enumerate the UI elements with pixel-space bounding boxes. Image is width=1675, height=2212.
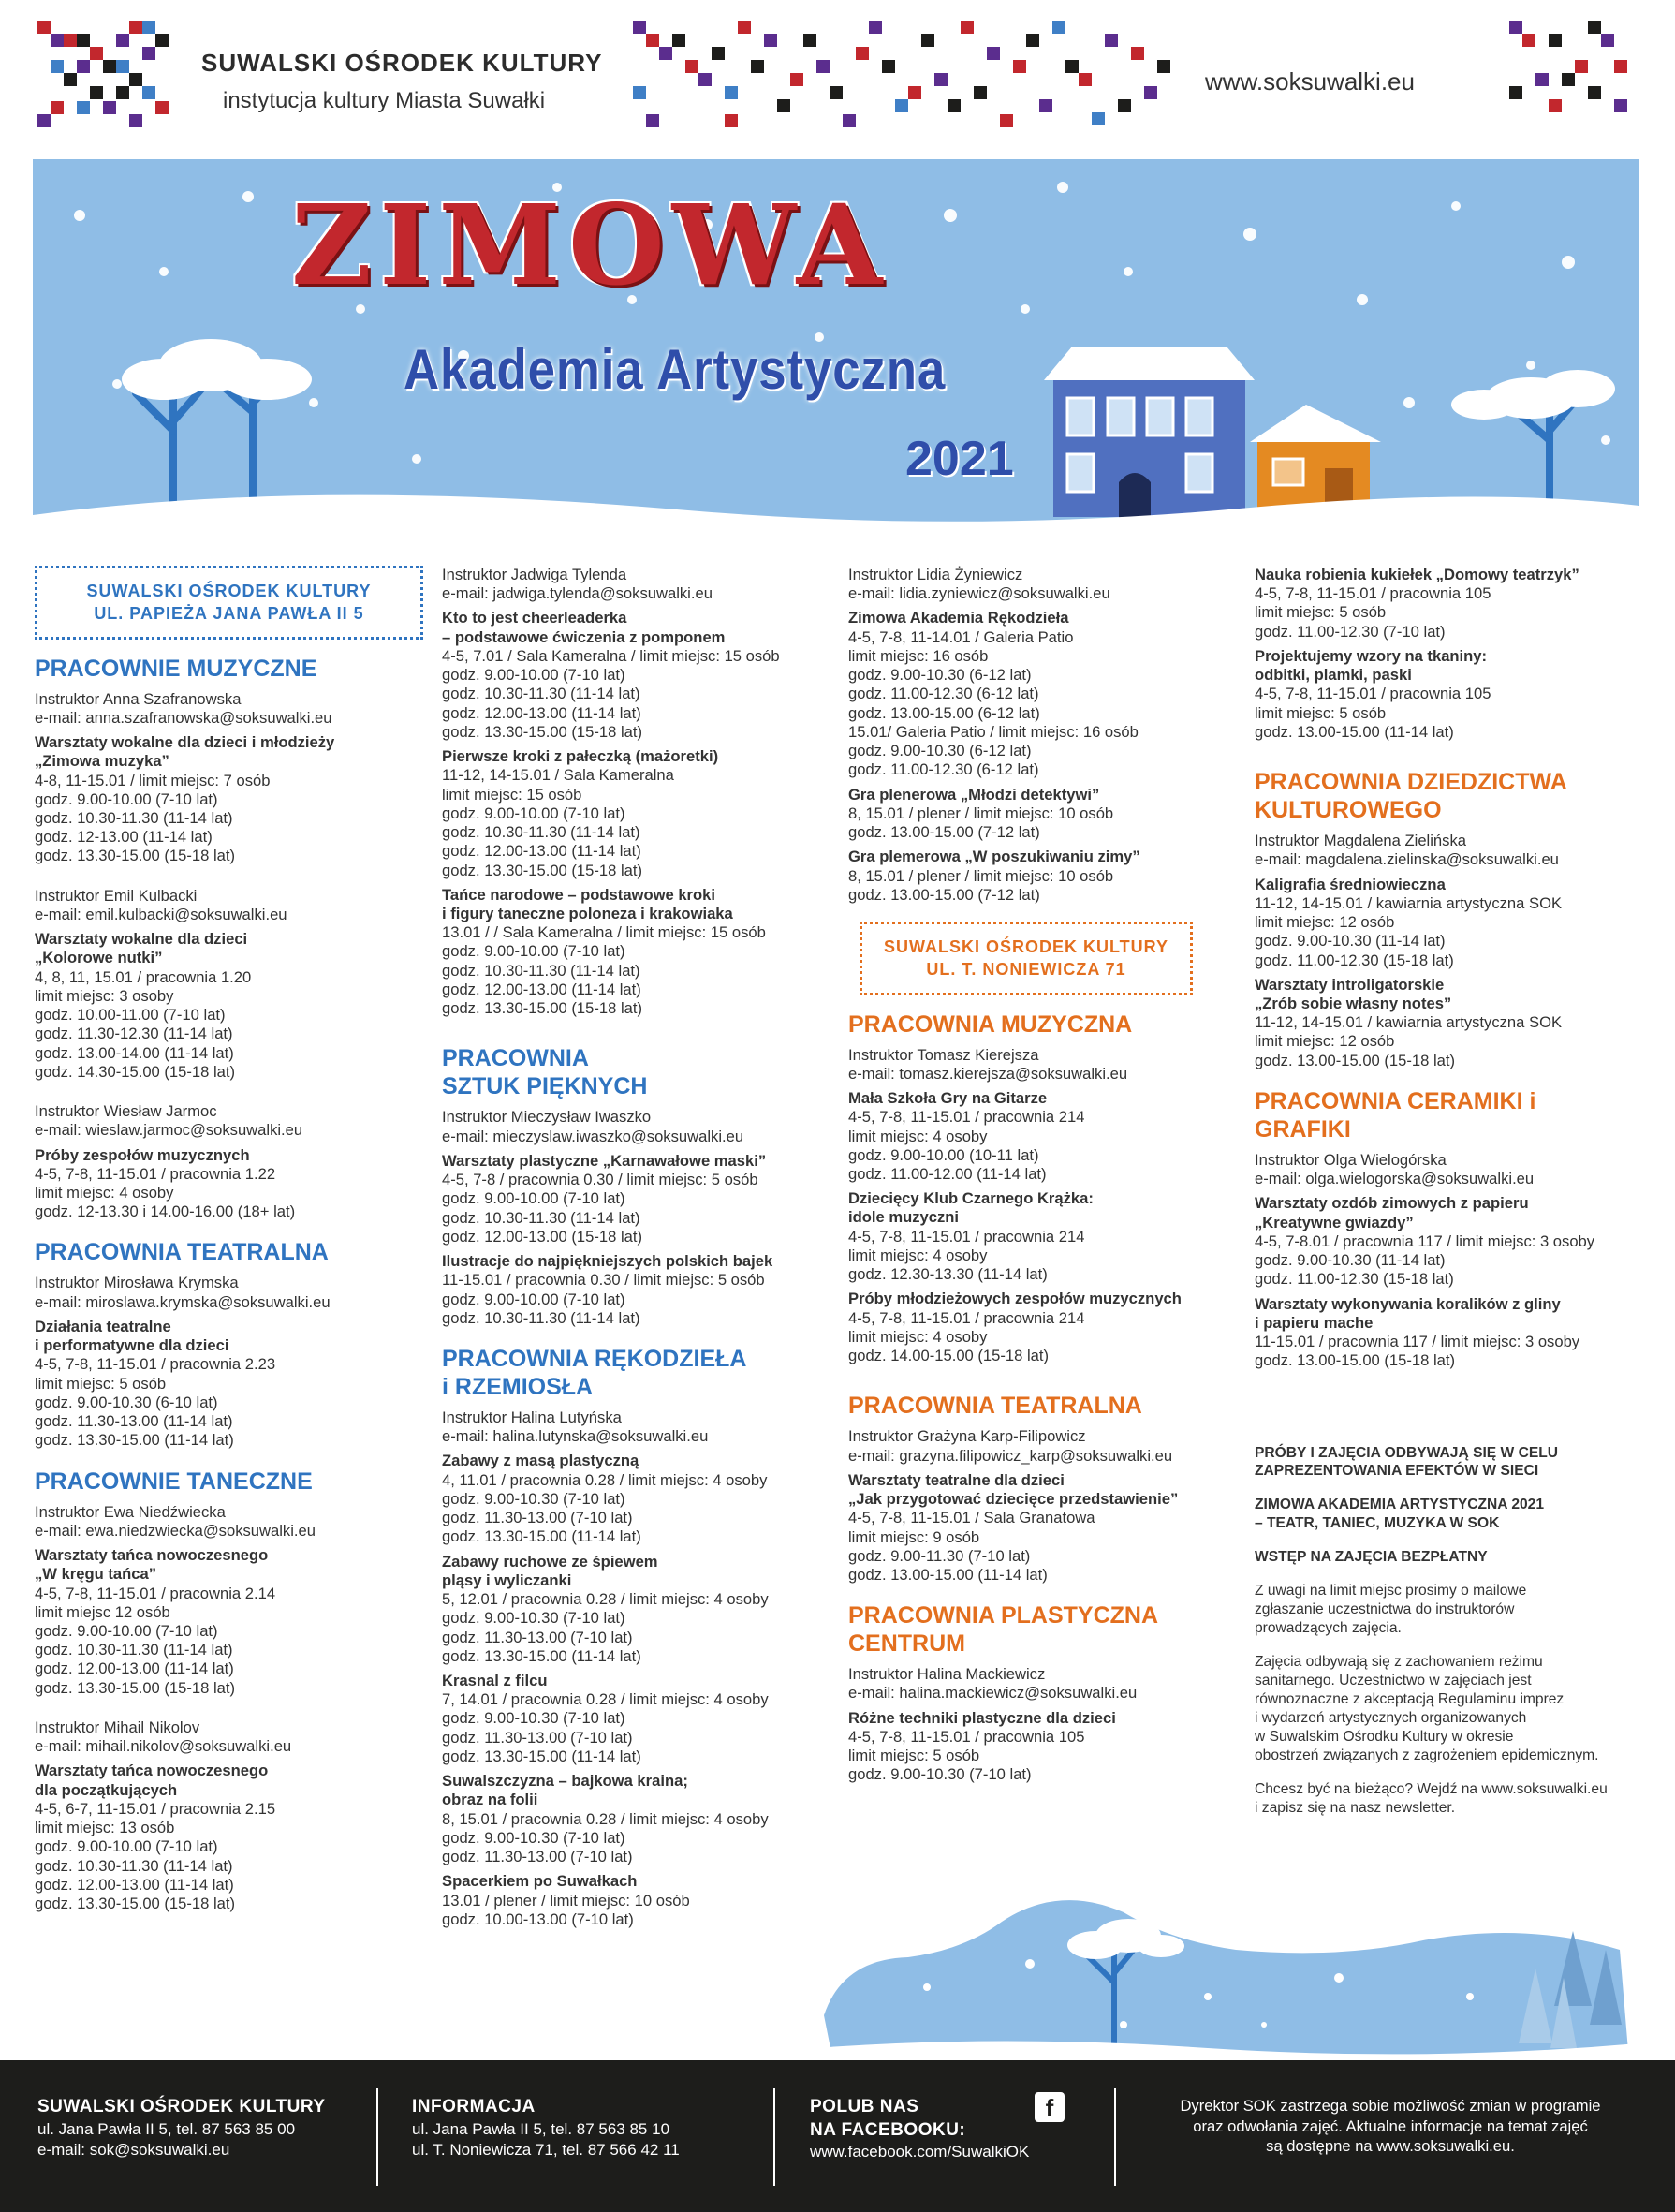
instructor-name: Instruktor Tomasz Kierejsza — [848, 1045, 1039, 1064]
section-heading: PRACOWNIA TEATRALNA — [848, 1393, 1142, 1420]
instructor — [35, 1274, 423, 1311]
instructor-name: Instruktor Mirosława Krymska — [35, 1274, 239, 1292]
workshop-title: Kaligrafia średniowieczna — [1255, 875, 1446, 893]
instructor-email[interactable]: e-mail: magdalena.zielinska@soksuwalki.eu — [1255, 850, 1559, 869]
instructor — [848, 1665, 1230, 1703]
info-block — [1255, 1444, 1638, 1818]
workshop-details: 7, 14.01 / pracownia 0.28 / limit miejsc: 4 osoby godz. 9.00-10.30 (7-10 lat) godz. 11.30-13.00 (7-10 lat) godz. 13.30-15.00 (11-14 lat) — [442, 1690, 769, 1765]
location-address: UL. PAPIEŻA JANA PAWŁA II 5 — [94, 604, 364, 624]
instructor-name: Instruktor Wiesław Jarmoc — [35, 1102, 217, 1121]
instructor-email[interactable]: e-mail: halina.lutynska@soksuwalki.eu — [442, 1427, 709, 1446]
instructor-email[interactable]: e-mail: miroslawa.krymska@soksuwalki.eu — [35, 1292, 331, 1311]
workshop-details: 11-12, 14-15.01 / Sala Kameralna limit miejsc: 15 osób godz. 9.00-10.00 (7-10 lat) godz. 10.30-11.30 (11-14 lat) godz. 12.00-13.00 (11-14 lat) godz. 13.30-15.00 (15-18 lat) — [442, 766, 674, 879]
org-subtitle: instytucja kultury Miasta Suwałki — [223, 88, 546, 113]
workshop-title: Zimowa Akademia Rękodzieła — [848, 609, 1069, 627]
column-2 — [442, 566, 826, 1929]
footer-title: POLUB NAS — [810, 2097, 919, 2116]
workshop-title: Krasnal z filcu — [442, 1672, 548, 1690]
workshop-title: Próby młodzieżowych zespołów muzycznych — [848, 1290, 1182, 1308]
instructor — [848, 566, 1230, 603]
instructor-email[interactable]: e-mail: anna.szafranowska@soksuwalki.eu — [35, 708, 332, 727]
instructor — [35, 1102, 423, 1140]
workshop-title: Różne techniki plastyczne dla dzieci — [848, 1708, 1116, 1727]
section-heading: PRACOWNIA DZIEDZICTWA KULTUROWEGO — [1255, 769, 1567, 824]
workshop-details: 4-5, 7.01 / Sala Kameralna / limit miejsc: 15 osób godz. 9.00-10.00 (7-10 lat) godz. 10.30-11.30 (11-14 lat) godz. 12.00-13.00 (11-14 lat) godz. 13.30-15.00 (15-18 lat) — [442, 646, 780, 741]
workshop-details: 5, 12.01 / pracownia 0.28 / limit miejsc: 4 osoby godz. 9.00-10.30 (7-10 lat) godz. 11.30-13.00 (7-10 lat) godz. 13.30-15.00 (11-14 lat) — [442, 1590, 769, 1665]
poster-subtitle: Akademia Artystyczna — [404, 338, 947, 401]
footer-facebook — [810, 2096, 1029, 2162]
instructor-name: Instruktor Halina Lutyńska — [442, 1408, 622, 1426]
website-link[interactable]: www.soksuwalki.eu — [1205, 67, 1415, 96]
section-heading: PRACOWNIE MUZYCZNE — [35, 655, 317, 682]
instructor — [442, 1408, 826, 1446]
workshop-details: 4-5, 7-8, 11-15.01 / pracownia 105 limit miejsc: 5 osób godz. 11.00-12.30 (7-10 lat) — [1255, 584, 1491, 641]
column-3 — [848, 566, 1230, 1785]
footer-title: INFORMACJA — [412, 2097, 536, 2116]
snowy-hill-illustration — [815, 1875, 1638, 2062]
facebook-icon[interactable]: f — [1035, 2092, 1065, 2122]
footer-title: SUWALSKI OŚRODEK KULTURY — [37, 2097, 326, 2116]
workshop-details: 4-5, 7-8.01 / pracownia 117 / limit miejsc: 3 osoby godz. 9.00-10.30 (11-14 lat) godz. 11.00-12.30 (15-18 lat) — [1255, 1231, 1595, 1289]
workshop-title: Warsztaty ozdób zimowych z papieru „Kreatywne gwiazdy” — [1255, 1194, 1529, 1231]
workshop-title: Warsztaty teatralne dla dzieci „Jak przygotować dziecięce przedstawienie” — [848, 1470, 1179, 1509]
instructor-name: Instruktor Grażyna Karp-Filipowicz — [848, 1427, 1086, 1446]
workshop-title: Dziecięcy Klub Czarnego Krążka: idole muzyczni — [848, 1189, 1094, 1227]
info-paragraph: Z uwagi na limit miejsc prosimy o mailowe zgłaszanie uczestnictwa do instruktorów prowadzących zajęcia. — [1255, 1583, 1527, 1637]
footer-title: NA FACEBOOKU: — [810, 2119, 966, 2140]
workshop-details: 13.01 / / Sala Kameralna / limit miejsc: 15 osób godz. 9.00-10.00 (7-10 lat) godz. 10.30-11.30 (11-14 lat) godz. 12.00-13.00 (11-14 lat) godz. 13.30-15.00 (15-18 lat) — [442, 923, 766, 1018]
instructor-email[interactable]: e-mail: jadwiga.tylenda@soksuwalki.eu — [442, 584, 713, 603]
workshop-details: 4-5, 6-7, 11-15.01 / pracownia 2.15 limit miejsc: 13 osób godz. 9.00-10.00 (7-10 lat) godz. 10.30-11.30 (11-14 lat) godz. 12.00-13.00 (11-14 lat) godz. 13.30-15.00 (15-18 lat) — [35, 1799, 276, 1913]
column-4 — [1255, 566, 1638, 1833]
instructor — [35, 1718, 423, 1756]
workshop-details: 4-5, 7-8 / pracownia 0.30 / limit miejsc: 5 osób godz. 9.00-10.00 (7-10 lat) godz. 10.30-11.30 (11-14 lat) godz. 12.00-13.00 (15-18 lat) — [442, 1171, 758, 1246]
folk-pattern-icon — [37, 21, 178, 128]
info-note: PRÓBY I ZAJĘCIA ODBYWAJĄ SIĘ W CELU ZAPREZENTOWANIA EFEKTÓW W SIECI — [1255, 1444, 1559, 1480]
instructor — [1255, 1151, 1638, 1188]
instructor-name: Instruktor Olga Wielogórska — [1255, 1150, 1447, 1169]
workshop-details: 11-15.01 / pracownia 117 / limit miejsc: 3 osoby godz. 13.00-15.00 (15-18 lat) — [1255, 1333, 1580, 1370]
instructor-email[interactable]: e-mail: lidia.zyniewicz@soksuwalki.eu — [848, 584, 1110, 603]
workshop-details: 8, 15.01 / plener / limit miejsc: 10 osób godz. 13.00-15.00 (7-12 lat) — [848, 866, 1114, 904]
location-box — [35, 566, 423, 640]
footer-address: ul. Jana Pawła II 5, tel. 87 563 85 10 — [412, 2119, 670, 2138]
workshop-details: 4-5, 7-8, 11-15.01 / pracownia 105 limit miejsc: 5 osób godz. 13.00-15.00 (11-14 lat) — [1255, 685, 1491, 741]
workshop-details: 4-5, 7-8, 11-15.01 / Sala Granatowa limit miejsc: 9 osób godz. 9.00-11.30 (7-10 lat) godz. 13.00-15.00 (11-14 lat) — [848, 1509, 1095, 1584]
instructor — [35, 690, 423, 728]
instructor-name: Instruktor Magdalena Zielińska — [1255, 832, 1466, 850]
workshop-title: Pierwsze kroki z pałeczką (mażoretki) — [442, 747, 719, 766]
footer-disclaimer: Dyrektor SOK zastrzega sobie możliwość zmian w programie oraz odwołania zajęć. Aktualne informacje na temat zajęć są dostępne na www.soksuwalki.eu. — [1180, 2097, 1601, 2156]
poster-title: ZIMOWA — [291, 180, 890, 310]
section-heading: PRACOWNIE TANECZNE — [35, 1467, 313, 1495]
folk-pattern-icon — [1509, 21, 1640, 128]
workshop-details: 4-5, 7-8, 11-15.01 / pracownia 2.14 limit miejsc 12 osób godz. 9.00-10.00 (7-10 lat) godz. 10.30-11.30 (11-14 lat) godz. 12.00-13.00 (11-14 lat) godz. 13.30-15.00 (15-18 lat) — [35, 1584, 276, 1697]
instructor-name: Instruktor Emil Kulbacki — [35, 886, 198, 905]
workshop-title: Działania teatralne i performatywne dla dzieci — [35, 1317, 229, 1355]
workshop-details: 4-5, 7-8, 11-15.01 / pracownia 2.23 limit miejsc: 5 osób godz. 9.00-10.30 (6-10 lat) godz. 11.30-13.00 (11-14 lat) godz. 13.30-15.00 (11-14 lat) — [35, 1355, 276, 1450]
instructor-name: Instruktor Jadwiga Tylenda — [442, 566, 627, 583]
workshop-title: Suwalszczyzna – bajkowa kraina; obraz na folii — [442, 1772, 688, 1809]
workshop-title: Warsztaty wykonywania koralików z gliny i papieru mache — [1255, 1294, 1561, 1332]
workshop-title: Projektujemy wzory na tkaniny: odbitki, plamki, paski — [1255, 646, 1488, 685]
footer-contact — [37, 2096, 326, 2160]
instructor-email[interactable]: e-mail: olga.wielogorska@soksuwalki.eu — [1255, 1170, 1535, 1188]
info-paragraph: Zajęcia odbywają się z zachowaniem reżimu sanitarnego. Uczestnictwo w zajęciach jest równoznaczne z akceptacją Regulaminu imprez i wydarzeń artystycznych organizowanych w Suwalskim Ośrodku Kultury w okresie obostrzeń związanych z zagrożeniem epidemicznym. — [1255, 1654, 1599, 1763]
section-heading: PRACOWNIA MUZYCZNA — [848, 1010, 1133, 1038]
poster-year: 2021 — [905, 432, 1014, 486]
footer-address: ul. T. Noniewicza 71, tel. 87 566 42 11 — [412, 2140, 680, 2159]
workshop-title: Nauka robienia kukiełek „Domowy teatrzyk” — [1255, 566, 1579, 583]
workshop-title: Kto to jest cheerleaderka – podstawowe ćwiczenia z pomponem — [442, 609, 726, 646]
workshop-title: Warsztaty wokalne dla dzieci i młodzieży „Zimowa muzyka” — [35, 733, 335, 771]
facebook-link[interactable]: www.facebook.com/SuwalkiOK — [810, 2143, 1030, 2161]
workshop-details: 4, 8, 11, 15.01 / pracownia 1.20 limit miejsc: 3 osoby godz. 10.00-11.00 (7-10 lat) godz. 11.30-12.30 (11-14 lat) godz. 13.00-14.00 (11-14 lat) godz. 14.30-15.00 (15-18 lat) — [35, 967, 252, 1081]
instructor-name: Instruktor Anna Szafranowska — [35, 689, 242, 708]
instructor-email[interactable]: e-mail: mihail.nikolov@soksuwalki.eu — [35, 1737, 292, 1756]
workshop-details: 4-5, 7-8, 11-15.01 / pracownia 214 limit miejsc: 4 osoby godz. 14.00-15.00 (15-18 lat) — [848, 1308, 1085, 1365]
workshop-details: 11-15.01 / pracownia 0.30 / limit miejsc: 5 osób godz. 9.00-10.00 (7-10 lat) godz. 10.30-11.30 (11-14 lat) — [442, 1271, 765, 1327]
section-heading: PRACOWNIA SZTUK PIĘKNYCH — [442, 1045, 648, 1100]
instructor-name: Instruktor Mihail Nikolov — [35, 1718, 200, 1736]
workshop-title: Warsztaty introligatorskie „Zrób sobie własny notes” — [1255, 975, 1452, 1012]
instructor — [442, 566, 826, 603]
instructor — [35, 1503, 423, 1541]
instructor-email[interactable]: e-mail: mieczyslaw.iwaszko@soksuwalki.eu — [442, 1127, 744, 1145]
workshop-title: Warsztaty wokalne dla dzieci „Kolorowe nutki” — [35, 930, 248, 967]
instructor-email[interactable]: e-mail: halina.mackiewicz@soksuwalki.eu — [848, 1684, 1138, 1703]
page-header — [0, 0, 1675, 150]
footer-divider — [773, 2088, 775, 2186]
instructor — [848, 1046, 1230, 1084]
instructor-name: Instruktor Halina Mackiewicz — [848, 1665, 1046, 1684]
section-heading: PRACOWNIA PLASTYCZNA CENTRUM — [848, 1602, 1159, 1658]
workshop-title: Zabawy ruchowe ze śpiewem pląsy i wyliczanki — [442, 1552, 658, 1589]
instructor-email[interactable]: e-mail: tomasz.kierejsza@soksuwalki.eu — [848, 1064, 1128, 1083]
workshop-details: 4-8, 11-15.01 / limit miejsc: 7 osób godz. 9.00-10.00 (7-10 lat) godz. 10.30-11.30 (11-14 lat) godz. 12-13.00 (11-14 lat) godz. 13.30-15.00 (15-18 lat) — [35, 771, 271, 865]
instructor-email[interactable]: e-mail: grazyna.filipowicz_karp@soksuwalki.eu — [848, 1446, 1173, 1465]
footer-divider — [376, 2088, 378, 2186]
folk-pattern-icon — [633, 21, 1176, 128]
workshop-details: 11-12, 14-15.01 / kawiarnia artystyczna SOK limit miejsc: 12 osób godz. 13.00-15.00 (15-18 lat) — [1255, 1013, 1563, 1069]
workshop-details: 4-5, 7-8, 11-15.01 / pracownia 214 limit miejsc: 4 osoby godz. 9.00-10.00 (10-11 lat) godz. 11.00-12.00 (11-14 lat) — [848, 1108, 1085, 1183]
workshop-title: Warsztaty tańca nowoczesnego „W kręgu tańca” — [35, 1546, 269, 1584]
workshop-title: Gra plemerowa „W poszukiwaniu zimy” — [848, 848, 1140, 866]
location-address: UL. T. NONIEWICZA 71 — [926, 960, 1126, 980]
workshop-title: Ilustracje do najpiękniejszych polskich bajek — [442, 1252, 773, 1271]
instructor-email[interactable]: e-mail: emil.kulbacki@soksuwalki.eu — [35, 905, 287, 923]
workshop-title: Gra plenerowa „Młodzi detektywi” — [848, 785, 1100, 804]
page-footer — [0, 2060, 1675, 2212]
workshop-details: 8, 15.01 / pracownia 0.28 / limit miejsc: 4 osoby godz. 9.00-10.30 (7-10 lat) godz. 11.30-13.00 (7-10 lat) — [442, 1809, 769, 1866]
workshop-details: 13.01 / plener / limit miejsc: 10 osób godz. 10.00-13.00 (7-10 lat) — [442, 1891, 690, 1928]
column-1 — [35, 566, 423, 1913]
workshop-title: Warsztaty plastyczne „Karnawałowe maski” — [442, 1151, 767, 1170]
location-name: SUWALSKI OŚRODEK KULTURY — [883, 936, 1168, 956]
hero-banner — [33, 159, 1639, 553]
workshop-details: 4-5, 7-8, 11-15.01 / pracownia 105 limit miejsc: 5 osób godz. 9.00-10.30 (7-10 lat) — [848, 1727, 1085, 1784]
instructor-name: Instruktor Mieczysław Iwaszko — [442, 1108, 652, 1127]
instructor — [848, 1427, 1230, 1465]
info-note: WSTĘP NA ZAJĘCIA BEZPŁATNY — [1255, 1549, 1488, 1566]
workshop-title: Spacerkiem po Suwałkach — [442, 1872, 638, 1891]
workshop-details: 4-5, 7-8, 11-14.01 / Galeria Patio limit miejsc: 16 osób godz. 9.00-10.30 (6-12 lat) godz. 11.00-12.30 (6-12 lat) godz. 13.00-15.00 (6-12 lat) 15.01/ Galeria Patio / limit miejsc: 16 osób godz. 9.00-10.30 (6-12 lat) godz. 11.00-12.30 (6-12 lat) — [848, 627, 1139, 779]
footer-info — [412, 2096, 680, 2160]
workshop-details: 4, 11.01 / pracownia 0.28 / limit miejsc: 4 osoby godz. 9.00-10.30 (7-10 lat) godz. 11.30-13.00 (7-10 lat) godz. 13.30-15.00 (11-14 lat) — [442, 1470, 768, 1546]
instructor-name: Instruktor Ewa Niedźwiecka — [35, 1502, 226, 1521]
workshop-details: 4-5, 7-8, 11-15.01 / pracownia 214 limit miejsc: 4 osoby godz. 12.30-13.30 (11-14 lat) — [848, 1227, 1085, 1284]
workshop-title: Tańce narodowe – podstawowe kroki i figury taneczne poloneza i krakowiaka — [442, 885, 733, 922]
section-heading: PRACOWNIA TEATRALNA — [35, 1239, 329, 1266]
info-paragraph: Chcesz być na bieżąco? Wejdź na www.soksuwalki.eu i zapisz się na nasz newsletter. — [1255, 1780, 1608, 1816]
instructor — [442, 1108, 826, 1145]
footer-address: ul. Jana Pawła II 5, tel. 87 563 85 00 — [37, 2119, 296, 2138]
instructor-email[interactable]: e-mail: ewa.niedzwiecka@soksuwalki.eu — [35, 1521, 316, 1540]
instructor — [1255, 832, 1638, 869]
instructor — [35, 887, 423, 924]
workshop-title: Próby zespołów muzycznych — [35, 1145, 250, 1164]
workshop-details: 11-12, 14-15.01 / kawiarnia artystyczna SOK limit miejsc: 12 osób godz. 9.00-10.30 (11-14 lat) godz. 11.00-12.30 (15-18 lat) — [1255, 893, 1563, 969]
location-box — [860, 922, 1193, 995]
org-name: SUWALSKI OŚRODEK KULTURY — [201, 49, 603, 77]
workshop-title: Mała Szkoła Gry na Gitarze — [848, 1089, 1048, 1108]
workshop-title: Warsztaty tańca nowoczesnego dla początkujących — [35, 1762, 269, 1799]
workshop-details: 4-5, 7-8, 11-15.01 / pracownia 1.22 limit miejsc: 4 osoby godz. 12-13.30 i 14.00-16.00 (18+ lat) — [35, 1164, 296, 1221]
workshop-details: 8, 15.01 / plener / limit miejsc: 10 osób godz. 13.00-15.00 (7-12 lat) — [848, 804, 1114, 842]
footer-email[interactable]: e-mail: sok@soksuwalki.eu — [37, 2140, 230, 2159]
instructor-email[interactable]: e-mail: wieslaw.jarmoc@soksuwalki.eu — [35, 1121, 303, 1140]
location-name: SUWALSKI OŚRODEK KULTURY — [86, 582, 372, 600]
info-note: ZIMOWA AKADEMIA ARTYSTYCZNA 2021 – TEATR, TANIEC, MUZYKA W SOK — [1255, 1497, 1545, 1532]
workshop-title: Zabawy z masą plastyczną — [442, 1452, 639, 1470]
footer-divider — [1114, 2088, 1116, 2186]
instructor-name: Instruktor Lidia Żyniewicz — [848, 566, 1023, 583]
section-heading: PRACOWNIA RĘKODZIEŁA i RZEMIOSŁA — [442, 1345, 747, 1400]
section-heading: PRACOWNIA CERAMIKI i GRAFIKI — [1255, 1087, 1536, 1143]
